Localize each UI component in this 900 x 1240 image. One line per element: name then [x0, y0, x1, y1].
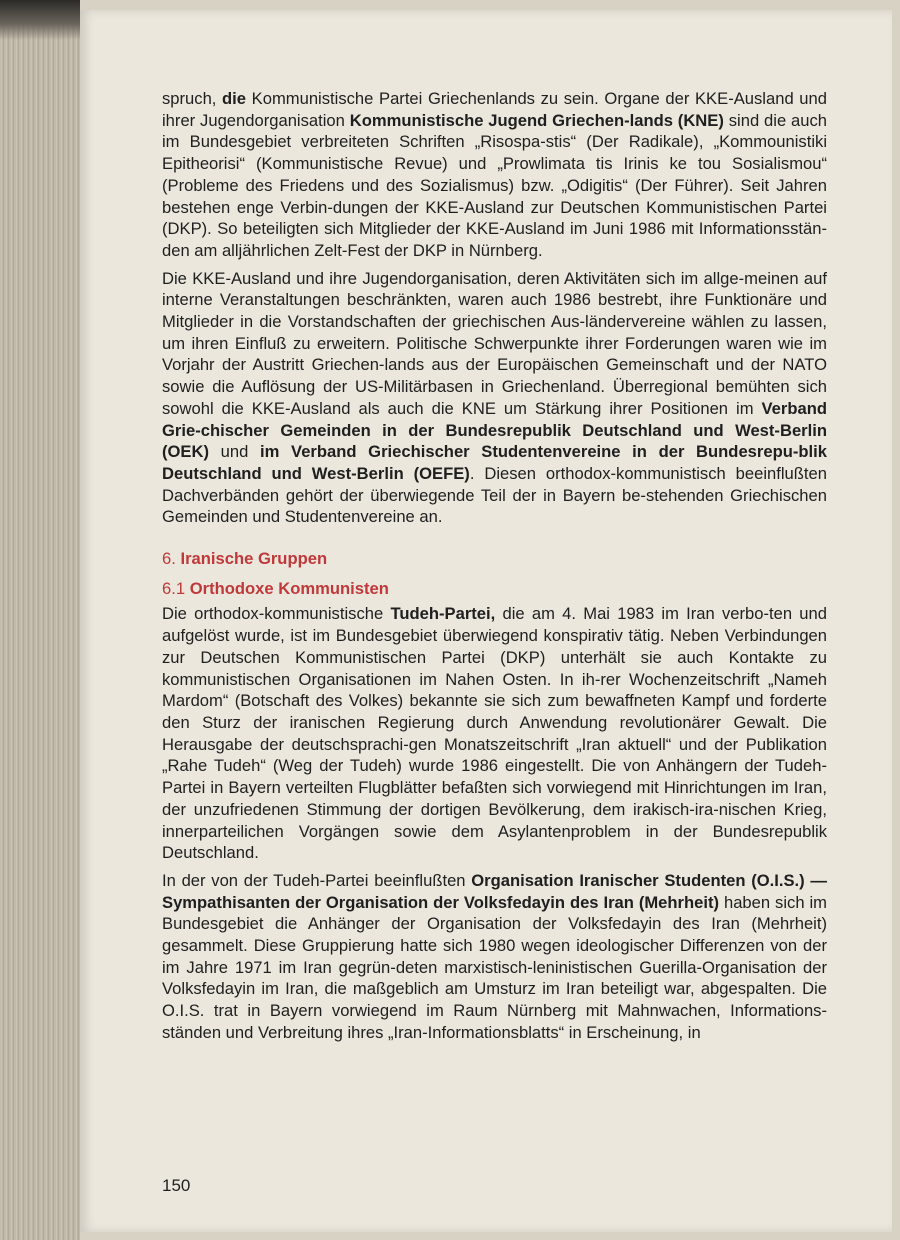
paragraph-kke-activities	[162, 268, 827, 528]
paragraph-kke-organs	[162, 88, 827, 262]
bold-run: die	[222, 89, 247, 108]
text-run: Die KKE-Ausland und ihre Jugendorganisation, deren Aktivitäten sich im allge-meinen auf interne Veranstaltungen beschränkten, waren auch 1986 bestrebt, ihre Funktionäre und Mitglieder in die Vorstandschaften der griechischen Aus-ländervereine wählen zu lassen, um ihren Einfluß zu erweitern. Politische Schwerpunkte ihrer Forderungen waren wie im Vorjahr der Austritt Griechen-lands aus der Europäischen Gemeinschaft und der NATO sowie die Auflösung der US-Militärbasen in Griechenland. Überregional bemühten sich sowohl die KKE-Ausland als auch die KNE um Stärkung ihrer Positionen im	[162, 268, 827, 418]
text-run: und	[209, 442, 261, 462]
page-number: 150	[162, 1176, 191, 1195]
text-run: haben sich im Bundesgebiet die Anhänger der Organisation der Volksfedayin des Iran (Mehrheit) gesammelt. Diese Gruppierung hatte sich 1980 wegen ideologischer Differenzen von der im Jahre 1971 im Iran gegrün-deten marxistisch-leninistischen Guerilla-Organisation der Volksfedayin im Iran, die maßgeblich am Umsturz im Iran beteiligt war, abgespalten. Die O.I.S. trat in Bayern vorwiegend im Raum Nürnberg mit Mahnwachen, Informations-ständen und Verbreitung ihres „Iran-Informationsblatts“ in Erscheinung, in	[162, 892, 827, 1042]
section-heading-iranian-groups	[162, 548, 827, 570]
bold-run: Organisation Iranischer Studenten (O.I.S.) — Sympathisanten der Organisation der Volksfedayin des Iran (Mehrheit)	[162, 870, 827, 912]
text-run: die am 4. Mai 1983 im Iran verbo-ten und aufgelöst wurde, ist im Bundesgebiet überwiegend konspirativ tätig. Neben Verbindungen zur Deutschen Kommunistischen Partei (DKP) unterhält sie auch Kontakte zu kommunistischen Organisationen im Nahen Osten. In ih-rer Wochenzeitschrift „Nameh Mardom“ (Botschaft des Volkes) bekannte sie sich zum bewaffneten Kampf und forderte den Sturz der iranischen Regierung durch Anwendung revolutionärer Gewalt. Die Herausgabe der deutschsprachi-gen Monatszeitschrift „Iran aktuell“ und der Publikation „Rahe Tudeh“ (Weg der Tudeh) wurde 1986 eingestellt. Die von Anhängern der Tudeh-Partei in Bayern verteilten Flugblätter befaßten sich vorwiegend mit Hinrichtungen im Iran, der unzufriedenen Stimmung der dortigen Bevölkerung, dem irakisch-ira-nischen Krieg, innerparteilichen Vorgängen sowie dem Asylantenproblem in der Bundesrepublik Deutschland.	[162, 604, 827, 863]
bold-run: Tudeh-Partei,	[390, 604, 496, 624]
text-run: spruch,	[162, 89, 223, 108]
bold-run: Kommunistische Jugend Griechen-lands (KNE)	[349, 110, 724, 130]
subsection-title: Orthodoxe Kommunisten	[189, 578, 389, 598]
bold-run: Verband Grie-chischer Gemeinden in der Bundesrepublik Deutschland und West-Berlin (OEK)	[162, 398, 827, 462]
text-run: Kommunistische Partei Griechenlands zu sein. Organe der KKE-Ausland und ihrer Jugendorganisation	[162, 89, 827, 130]
page-body	[162, 88, 827, 1050]
text-run: . Diesen orthodox-kommunistisch beeinflußten Dachverbänden gehört der überwiegende Teil der in Bayern be-stehenden Griechischen Gemeinden und Studentenvereine an.	[162, 463, 827, 527]
section-number: 6.	[162, 549, 176, 569]
book-spine-shadow	[0, 0, 80, 40]
text-run: Die orthodox-kommunistische	[162, 604, 391, 624]
subsection-number: 6.1	[162, 578, 186, 598]
subsection-heading-orthodox-communists	[162, 578, 827, 600]
text-run: In der von der Tudeh-Partei beeinflußten	[162, 870, 472, 890]
paragraph-tudeh-party	[162, 603, 827, 863]
book-page-edge	[0, 0, 80, 1240]
document-page	[80, 10, 892, 1232]
paragraph-ois	[162, 870, 827, 1044]
bold-run: im Verband Griechischer Studentenvereine in der Bundesrepu-blik Deutschland und West-Berlin (OEFE)	[162, 442, 827, 483]
text-run: sind die auch im Bundesgebiet verbreiteten Schriften „Risospa-stis“ (Der Radikale), „Kommounistiki Epitheorisi“ (Kommunistische Revue) und „Prowlimata tis Irinis ke tou Sosialismou“ (Probleme des Friedens und des Sozialismus) bzw. „Odigitis“ (Der Führer). Seit Jahren bestehen enge Verbin-dungen der KKE-Ausland zur Deutschen Kommunistischen Partei (DKP). So beteiligten sich Mitglieder der KKE-Ausland im Juni 1986 mit Informationsstän-den am alljährlichen Zelt-Fest der DKP in Nürnberg.	[162, 110, 828, 260]
section-title: Iranische Gruppen	[180, 549, 328, 569]
